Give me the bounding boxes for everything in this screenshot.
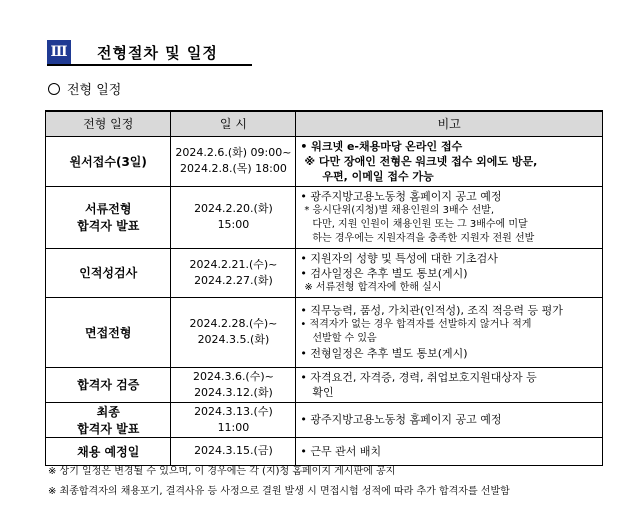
- stage-cell: 인적성검사: [46, 248, 171, 297]
- stage-cell: 최종 합격자 발표: [46, 402, 171, 437]
- remark-cell: • 직무능력, 품성, 가치관(인적성), 조직 적응력 등 평가 • 적격자가 없는 경우 합격자를 선발하지 않거나 적게 선발할 수 있음 • 전형일정은 추후 별도 통보(게시): [296, 297, 603, 367]
- footnote: ※ 최종합격자의 채용포기, 결격사유 등 사정으로 결원 발생 시 면접시험 성적에 따라 추가 합격자를 선발함: [48, 486, 510, 497]
- table-row: [46, 437, 603, 465]
- remark-cell: • 근무 관서 배치: [296, 437, 603, 465]
- date-cell: 2024.2.6.(화) 09:00~ 2024.2.8.(목) 18:00: [171, 136, 296, 186]
- stage-cell: 원서접수(3일): [46, 136, 171, 186]
- remark-cell: • 지원자의 성향 및 특성에 대한 기초검사 • 검사일정은 추후 별도 통보(게시) ※ 서류전형 합격자에 한해 실시: [296, 248, 603, 297]
- remark-cell: • 자격요건, 자격증, 경력, 취업보호지원대상자 등 확인: [296, 367, 603, 402]
- remark-cell: • 워크넷 e-채용마당 온라인 접수 ※ 다만 장애인 전형은 워크넷 접수 외에도 방문, 우편, 이메일 접수 가능: [296, 136, 603, 186]
- schedule-table: [45, 110, 603, 466]
- header-stage: 전형 일정: [46, 111, 171, 136]
- footnotes: [48, 462, 510, 502]
- remark-cell: • 광주지방고용노동청 홈페이지 공고 예정 * 응시단위(지청)별 채용인원의 3배수 선발, 다만, 지원 인원이 채용인원 또는 그 3배수에 미달 하는 경우에는 지원자격을 충족한 지원자 전원 선발: [296, 186, 603, 248]
- table-row: [46, 297, 603, 367]
- section-title: 전형절차 및 일정: [97, 44, 218, 62]
- date-cell: 2024.3.13.(수) 11:00: [171, 402, 296, 437]
- stage-cell: 면접전형: [46, 297, 171, 367]
- circle-bullet-icon: [48, 83, 60, 95]
- header-remarks: 비고: [296, 111, 603, 136]
- date-cell: 2024.2.21.(수)~ 2024.2.27.(화): [171, 248, 296, 297]
- section-header: [47, 40, 252, 66]
- table-row: [46, 248, 603, 297]
- table-header-row: [46, 111, 603, 136]
- stage-cell: 합격자 검증: [46, 367, 171, 402]
- section-number-badge: Ⅲ: [47, 40, 71, 64]
- subsection-title: 전형 일정: [67, 83, 122, 98]
- date-cell: 2024.3.6.(수)~ 2024.3.12.(화): [171, 367, 296, 402]
- table-row: [46, 402, 603, 437]
- stage-cell: 채용 예정일: [46, 437, 171, 465]
- date-cell: 2024.3.15.(금): [171, 437, 296, 465]
- date-cell: 2024.2.20.(화) 15:00: [171, 186, 296, 248]
- table-row: [46, 186, 603, 248]
- table-row: [46, 136, 603, 186]
- date-cell: 2024.2.28.(수)~ 2024.3.5.(화): [171, 297, 296, 367]
- remark-cell: • 광주지방고용노동청 홈페이지 공고 예정: [296, 402, 603, 437]
- table-row: [46, 367, 603, 402]
- subsection-header: [48, 79, 121, 98]
- stage-cell: 서류전형 합격자 발표: [46, 186, 171, 248]
- footnote: ※ 상기 일정은 변경될 수 있으며, 이 경우에는 각 (지)청 홈페이지 게시판에 공지: [48, 466, 396, 477]
- header-datetime: 일 시: [171, 111, 296, 136]
